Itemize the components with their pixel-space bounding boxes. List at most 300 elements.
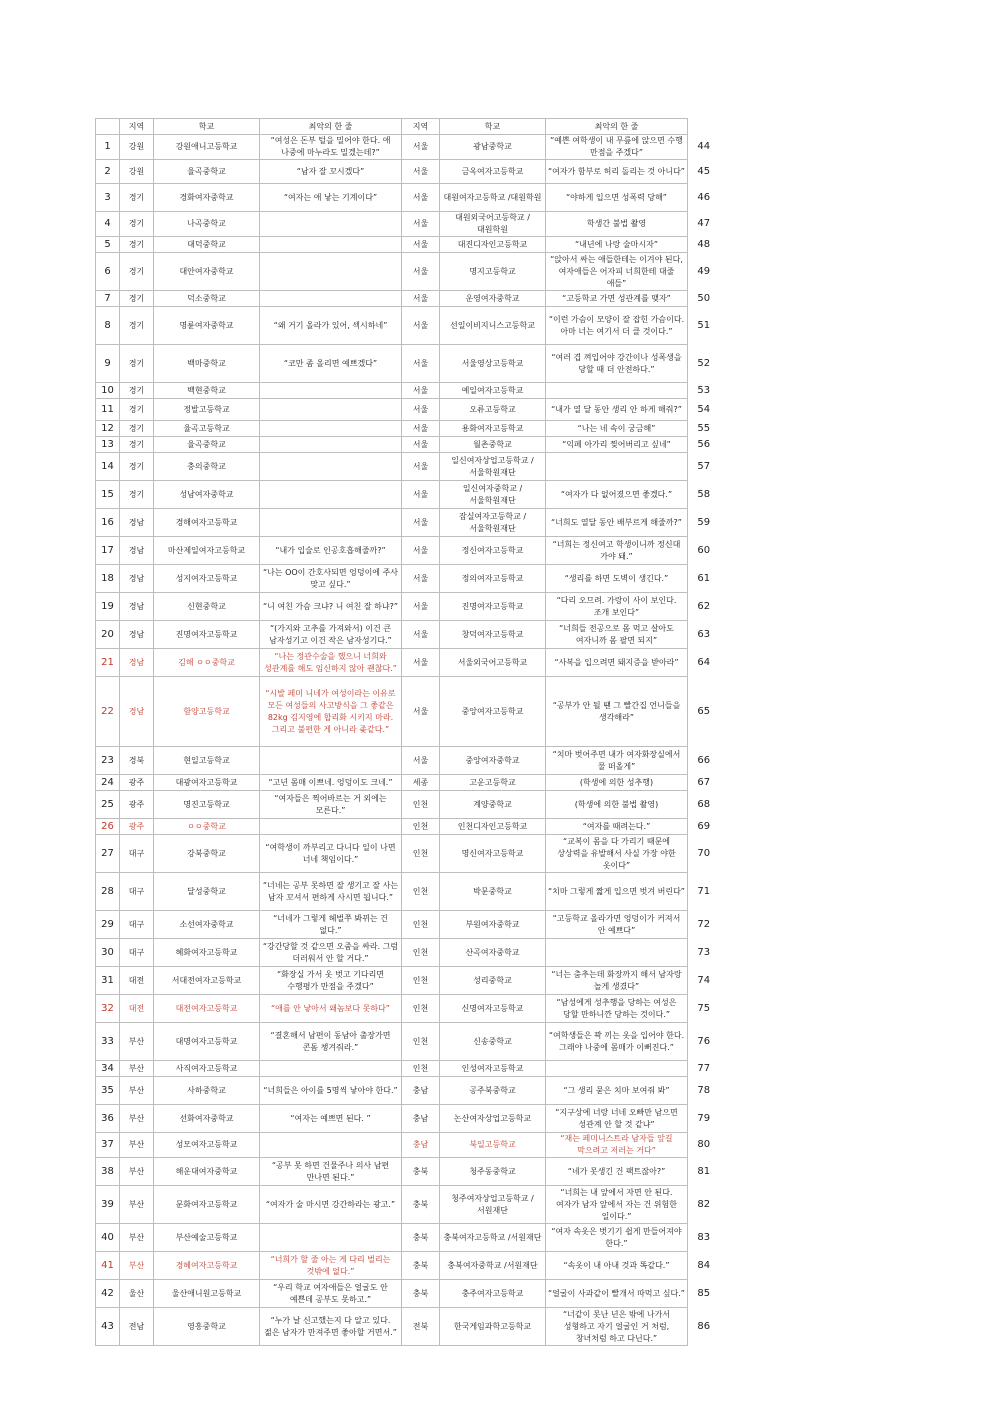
school-left: 성모여자고등학교 [154,1133,260,1158]
row-number-left: 7 [96,291,120,307]
region-right: 서울 [402,307,440,345]
region-left: 경남 [120,649,154,677]
table-row [96,775,720,791]
school-quote-table [95,118,720,1346]
quote-right: “너희들 전공으로 몸 먹고 살아도 여자니까 몸 팔면 되지” [546,621,688,649]
school-right: 신송중학교 [440,1023,546,1061]
school-left: 문화여자고등학교 [154,1186,260,1224]
school-left: 대광여자고등학교 [154,775,260,791]
row-number-left: 5 [96,237,120,253]
table-row [96,212,720,237]
row-number-left: 16 [96,509,120,537]
header-row [96,119,720,135]
region-left: 부산 [120,1023,154,1061]
region-right: 인천 [402,995,440,1023]
row-number-left: 29 [96,911,120,939]
school-left: 명진고등학교 [154,791,260,819]
row-number-right: 61 [688,565,720,593]
region-right: 서울 [402,160,440,184]
quote-left: “왜 거기 올라가 있어, 섹시하네” [260,307,402,345]
school-right: 진명여자고등학교 [440,593,546,621]
table-row [96,345,720,383]
school-right: 충북여자고등학교 /서원재단 [440,1224,546,1252]
row-number-right: 83 [688,1224,720,1252]
school-left: ㅇㅇ중학교 [154,819,260,835]
table-row [96,160,720,184]
quote-left: “남자 잘 꼬시겠다” [260,160,402,184]
region-left: 경남 [120,565,154,593]
quote-right [546,383,688,399]
region-left: 광주 [120,819,154,835]
table-row [96,649,720,677]
region-right: 세종 [402,775,440,791]
school-left: 울산애니원고등학교 [154,1280,260,1308]
school-right: 부원여자중학교 [440,911,546,939]
table-row [96,621,720,649]
quote-right: “생리를 하면 도벽이 생긴다.” [546,565,688,593]
header-region-left: 지역 [120,119,154,135]
quote-right: “고등학교 올라가면 엉덩이가 커져서 안 예쁘다” [546,911,688,939]
region-right: 전북 [402,1308,440,1346]
school-left: 현일고등학교 [154,747,260,775]
table-body [96,119,720,1346]
school-right: 청주여자상업고등학교 /서원재단 [440,1186,546,1224]
header-school-right: 학교 [440,119,546,135]
header-blank-right [688,119,720,135]
school-left: 덕소중학교 [154,291,260,307]
table-row [96,253,720,291]
school-right: 대진디자인고등학교 [440,237,546,253]
region-right: 서울 [402,437,440,453]
region-right: 인천 [402,911,440,939]
quote-left [260,253,402,291]
table-row [96,307,720,345]
quote-right: “여학생들은 꽉 끼는 옷을 입어야 한다. 그래야 나중에 몸매가 이뻐진다.” [546,1023,688,1061]
row-number-right: 50 [688,291,720,307]
region-left: 경남 [120,621,154,649]
region-right: 인천 [402,873,440,911]
quote-right: “너희는 내 앞에서 자면 안 된다. 여자가 남자 앞에서 자는 건 위험한 일이다.” [546,1186,688,1224]
quote-left: “애를 안 낳아서 왜놈보다 못하다” [260,995,402,1023]
quote-left [260,421,402,437]
row-number-left: 13 [96,437,120,453]
quote-left: “여학생이 까부리고 다니다 일이 나면 너네 책임이다.” [260,835,402,873]
region-left: 광주 [120,791,154,819]
quote-right: “교복이 몸을 다 가리기 때문에 상상력을 유발해서 사실 가장 야한 옷이다” [546,835,688,873]
region-right: 서울 [402,291,440,307]
region-left: 대구 [120,939,154,967]
header-quote-left: 최악의 한 줄 [260,119,402,135]
quote-left [260,747,402,775]
region-right: 서울 [402,383,440,399]
region-left: 경기 [120,383,154,399]
quote-right: “얼굴이 사과같이 빨개서 따먹고 싶다.” [546,1280,688,1308]
table-row [96,509,720,537]
table-row [96,237,720,253]
quote-right: “고등학교 가면 성관계를 맺자” [546,291,688,307]
quote-left: “내가 입술로 인공호흡해줄까?” [260,537,402,565]
row-number-left: 6 [96,253,120,291]
row-number-right: 60 [688,537,720,565]
table-row [96,291,720,307]
region-right: 서울 [402,747,440,775]
school-left: 명륜여자중학교 [154,307,260,345]
region-right: 인천 [402,819,440,835]
row-number-right: 66 [688,747,720,775]
school-left: 성남여자중학교 [154,481,260,509]
row-number-left: 43 [96,1308,120,1346]
school-right: 인성여자고등학교 [440,1061,546,1077]
school-left: 율곡고등학교 [154,421,260,437]
row-number-right: 53 [688,383,720,399]
school-right: 계양중학교 [440,791,546,819]
school-left: 정발고등학교 [154,399,260,421]
table-row [96,967,720,995]
row-number-right: 46 [688,184,720,212]
quote-right: “속옷이 내 아내 것과 똑같다.” [546,1252,688,1280]
region-right: 서울 [402,212,440,237]
row-number-right: 79 [688,1105,720,1133]
region-left: 부산 [120,1252,154,1280]
table-row [96,1308,720,1346]
school-left: 충의중학교 [154,453,260,481]
quote-left: “여자는 애 낳는 기계이다” [260,184,402,212]
quote-left: “너네가 그렇게 헤벌쭈 봐뀌는 건 없다.” [260,911,402,939]
school-right: 서울영상고등학교 [440,345,546,383]
school-left: 김해 ㅇㅇ중학교 [154,649,260,677]
region-right: 인천 [402,1061,440,1077]
row-number-right: 57 [688,453,720,481]
quote-right: “네가 못생긴 건 팩트잖아?” [546,1158,688,1186]
school-left: 대덕중학교 [154,237,260,253]
row-number-right: 54 [688,399,720,421]
quote-right [546,939,688,967]
region-right: 충남 [402,1105,440,1133]
quote-right: “그 생리 묻은 치마 보여줘 봐” [546,1077,688,1105]
table-row [96,911,720,939]
row-number-right: 70 [688,835,720,873]
row-number-left: 15 [96,481,120,509]
region-right: 서울 [402,421,440,437]
quote-right: 학생간 불법 촬영 [546,212,688,237]
row-number-right: 76 [688,1023,720,1061]
quote-right: “다리 오므려. 가랑이 사이 보인다. 조개 보인다” [546,593,688,621]
region-right: 충남 [402,1077,440,1105]
quote-left [260,509,402,537]
table-row [96,1105,720,1133]
school-left: 해운대여자중학교 [154,1158,260,1186]
region-left: 경기 [120,437,154,453]
row-number-right: 86 [688,1308,720,1346]
quote-right: “공부가 안 될 땐 그 빨간집 언니들을 생각해라” [546,677,688,747]
row-number-left: 12 [96,421,120,437]
row-number-right: 49 [688,253,720,291]
school-left: 백현중학교 [154,383,260,399]
quote-left [260,1224,402,1252]
region-left: 경기 [120,481,154,509]
quote-left: “나는 OO이 간호사되면 엉덩이에 주사 맞고 싶다.” [260,565,402,593]
table-row [96,537,720,565]
quote-right: “너는 춤추는데 화장까지 해서 남자랑 놀게 생겼다” [546,967,688,995]
region-left: 강원 [120,160,154,184]
region-left: 부산 [120,1061,154,1077]
school-right: 선일이비지니스고등학교 [440,307,546,345]
region-right: 서울 [402,537,440,565]
row-number-left: 35 [96,1077,120,1105]
region-left: 부산 [120,1133,154,1158]
row-number-left: 9 [96,345,120,383]
school-left: 진명여자고등학교 [154,621,260,649]
row-number-right: 55 [688,421,720,437]
school-left: 함양고등학교 [154,677,260,747]
school-left: 율곡중학교 [154,437,260,453]
table-row [96,819,720,835]
region-right: 인천 [402,791,440,819]
region-left: 대전 [120,995,154,1023]
school-left: 신현중학교 [154,593,260,621]
row-number-right: 81 [688,1158,720,1186]
school-right: 고운고등학교 [440,775,546,791]
table-row [96,791,720,819]
school-left: 경혜여자고등학교 [154,1252,260,1280]
row-number-right: 77 [688,1061,720,1077]
quote-left: “강간당할 것 같으면 오줌을 싸라. 그럼 더러워서 안 할 거다.” [260,939,402,967]
region-left: 경남 [120,509,154,537]
table-row [96,593,720,621]
row-number-left: 25 [96,791,120,819]
region-right: 인천 [402,1023,440,1061]
quote-left: “여자들은 찍어바르는 거 외에는 모른다.” [260,791,402,819]
quote-right: “사복을 입으려면 돼지증을 받아라” [546,649,688,677]
table-row [96,565,720,593]
quote-left: “화장실 가서 옷 벗고 기다리면 수행평가 만점을 주겠다” [260,967,402,995]
quote-right: “이런 가슴이 모양이 잘 잡힌 가슴이다. 아마 너는 여기서 더 클 것이다.” [546,307,688,345]
region-left: 부산 [120,1186,154,1224]
quote-left: “공부 못 하면 건물주나 의사 남편 만나면 된다.” [260,1158,402,1186]
region-right: 인천 [402,835,440,873]
table-row [96,873,720,911]
row-number-left: 8 [96,307,120,345]
school-left: 소선여자중학교 [154,911,260,939]
header-school-left: 학교 [154,119,260,135]
quote-right: “예쁜 여학생이 내 무릎에 앉으면 수행 만점을 주겠다” [546,135,688,160]
region-right: 충북 [402,1186,440,1224]
quote-right: “여자가 다 없어졌으면 좋겠다.” [546,481,688,509]
table-row [96,939,720,967]
row-number-left: 38 [96,1158,120,1186]
row-number-right: 72 [688,911,720,939]
region-left: 경기 [120,291,154,307]
row-number-right: 65 [688,677,720,747]
table-row [96,1224,720,1252]
row-number-left: 32 [96,995,120,1023]
region-right: 충남 [402,1133,440,1158]
school-left: 대안여자중학교 [154,253,260,291]
quote-right: “익페 아가리 찢어버리고 싶네” [546,437,688,453]
quote-right: “내가 열 달 동안 생리 안 하게 해줘?” [546,399,688,421]
row-number-left: 24 [96,775,120,791]
school-left: 경화여자중학교 [154,184,260,212]
quote-right: “내년에 나랑 술마시자” [546,237,688,253]
row-number-left: 10 [96,383,120,399]
school-left: 대전여자고등학교 [154,995,260,1023]
row-number-left: 21 [96,649,120,677]
row-number-right: 45 [688,160,720,184]
quote-right: “치마 벗어주면 내가 여자화장실에서 물 떠올게” [546,747,688,775]
school-right: 대원여자고등학교 /대원학원 [440,184,546,212]
quote-right: “여러 겹 껴입어야 강간이나 성폭생을 당할 때 더 안전하다.” [546,345,688,383]
region-right: 서울 [402,677,440,747]
region-left: 경남 [120,593,154,621]
region-left: 경남 [120,537,154,565]
school-left: 부산예술고등학교 [154,1224,260,1252]
row-number-left: 1 [96,135,120,160]
school-right: 명지고등학교 [440,253,546,291]
quote-right [546,453,688,481]
school-left: 달성중학교 [154,873,260,911]
region-left: 경기 [120,307,154,345]
quote-left: “여자가 술 마시면 강간하라는 광고.” [260,1186,402,1224]
school-right: 인천디자인고등학교 [440,819,546,835]
region-left: 대구 [120,911,154,939]
region-right: 서울 [402,184,440,212]
row-number-left: 17 [96,537,120,565]
region-left: 경기 [120,212,154,237]
school-left: 영흥중학교 [154,1308,260,1346]
row-number-left: 41 [96,1252,120,1280]
row-number-left: 28 [96,873,120,911]
region-left: 울산 [120,1280,154,1308]
quote-left: “누가 날 신고했는지 다 알고 있다. 젊은 남자가 만져주면 좋아할 거면서.” [260,1308,402,1346]
school-right: 창덕여자고등학교 [440,621,546,649]
quote-left: “너희들은 아이를 5명씩 낳아야 한다.” [260,1077,402,1105]
region-left: 경북 [120,747,154,775]
row-number-right: 78 [688,1077,720,1105]
region-left: 대구 [120,835,154,873]
quote-right: (학생에 의한 성추행) [546,775,688,791]
region-left: 대전 [120,967,154,995]
region-left: 강원 [120,135,154,160]
region-right: 서울 [402,453,440,481]
quote-left: “나는 정관수술을 했으니 너희와 성관계를 해도 임신하지 않아 괜찮다.” [260,649,402,677]
row-number-right: 67 [688,775,720,791]
row-number-left: 36 [96,1105,120,1133]
header-quote-right: 최악의 한 줄 [546,119,688,135]
region-right: 인천 [402,967,440,995]
school-right: 충북여자중학교 /서원재단 [440,1252,546,1280]
region-right: 서울 [402,593,440,621]
quote-left: “결혼해서 남편이 동남아 출장가면 콘돔 챙겨줘라.” [260,1023,402,1061]
school-right: 성리중학교 [440,967,546,995]
school-right: 잠실여자고등학교 /서울학원재단 [440,509,546,537]
school-right: 공주북중학교 [440,1077,546,1105]
region-left: 경기 [120,253,154,291]
quote-left: “코만 좀 올리면 예쁘겠다” [260,345,402,383]
row-number-right: 68 [688,791,720,819]
row-number-right: 82 [688,1186,720,1224]
school-right: 정의여자고등학교 [440,565,546,593]
table-row [96,453,720,481]
school-right: 논산여자상업고등학교 [440,1105,546,1133]
row-number-right: 51 [688,307,720,345]
table-row [96,135,720,160]
quote-left: “여자는 예쁘면 된다. ” [260,1105,402,1133]
quote-right: (학생에 의한 불법 촬영) [546,791,688,819]
region-right: 서울 [402,135,440,160]
quote-left [260,453,402,481]
quote-left: “니 여친 가슴 크냐? 니 여친 잘 하냐?” [260,593,402,621]
row-number-left: 18 [96,565,120,593]
quote-right: “여자가 함부로 허리 돌리는 것 아니다” [546,160,688,184]
row-number-right: 58 [688,481,720,509]
quote-left [260,237,402,253]
school-left: 성지여자고등학교 [154,565,260,593]
school-right: 북일고등학교 [440,1133,546,1158]
row-number-left: 37 [96,1133,120,1158]
region-right: 인천 [402,939,440,967]
quote-left [260,437,402,453]
row-number-left: 33 [96,1023,120,1061]
row-number-right: 59 [688,509,720,537]
row-number-right: 74 [688,967,720,995]
table-row [96,437,720,453]
school-right: 중앙여자고등학교 [440,677,546,747]
row-number-right: 80 [688,1133,720,1158]
quote-right: “여자 속옷은 벗기기 쉽게 만들어져야 한다.” [546,1224,688,1252]
quote-right: “남성에게 성추행을 당하는 여성은 당할 만하니깐 당하는 것이다.” [546,995,688,1023]
row-number-right: 52 [688,345,720,383]
quote-right: “치마 그렇게 짧게 입으면 벗겨 버린다” [546,873,688,911]
region-right: 서울 [402,649,440,677]
region-left: 부산 [120,1158,154,1186]
row-number-left: 26 [96,819,120,835]
row-number-right: 44 [688,135,720,160]
region-left: 경남 [120,677,154,747]
school-right: 서울외국어고등학교 [440,649,546,677]
row-number-left: 14 [96,453,120,481]
row-number-left: 27 [96,835,120,873]
school-right: 일신여자상업고등학교 /서울학원재단 [440,453,546,481]
quote-right: “너희도 열달 동안 배부르게 해줄까?” [546,509,688,537]
table-row [96,399,720,421]
quote-right: “여자를 때려는다.” [546,819,688,835]
school-right: 오류고등학교 [440,399,546,421]
region-left: 부산 [120,1077,154,1105]
row-number-left: 2 [96,160,120,184]
quote-left [260,481,402,509]
row-number-right: 47 [688,212,720,237]
region-left: 경기 [120,421,154,437]
quote-left: “우리 학교 여자애들은 얼굴도 안 예쁜데 공부도 못하고.” [260,1280,402,1308]
school-right: 중앙여자중학교 [440,747,546,775]
region-left: 부산 [120,1224,154,1252]
table-row [96,1186,720,1224]
region-left: 경기 [120,345,154,383]
table-row [96,184,720,212]
region-right: 서울 [402,565,440,593]
school-left: 백마중학교 [154,345,260,383]
row-number-left: 30 [96,939,120,967]
quote-left [260,399,402,421]
header-blank [96,119,120,135]
school-right: 정신여자고등학교 [440,537,546,565]
school-right: 충주여자고등학교 [440,1280,546,1308]
region-right: 충북 [402,1158,440,1186]
row-number-right: 64 [688,649,720,677]
school-left: 사하중학교 [154,1077,260,1105]
table-row [96,677,720,747]
region-right: 서울 [402,509,440,537]
